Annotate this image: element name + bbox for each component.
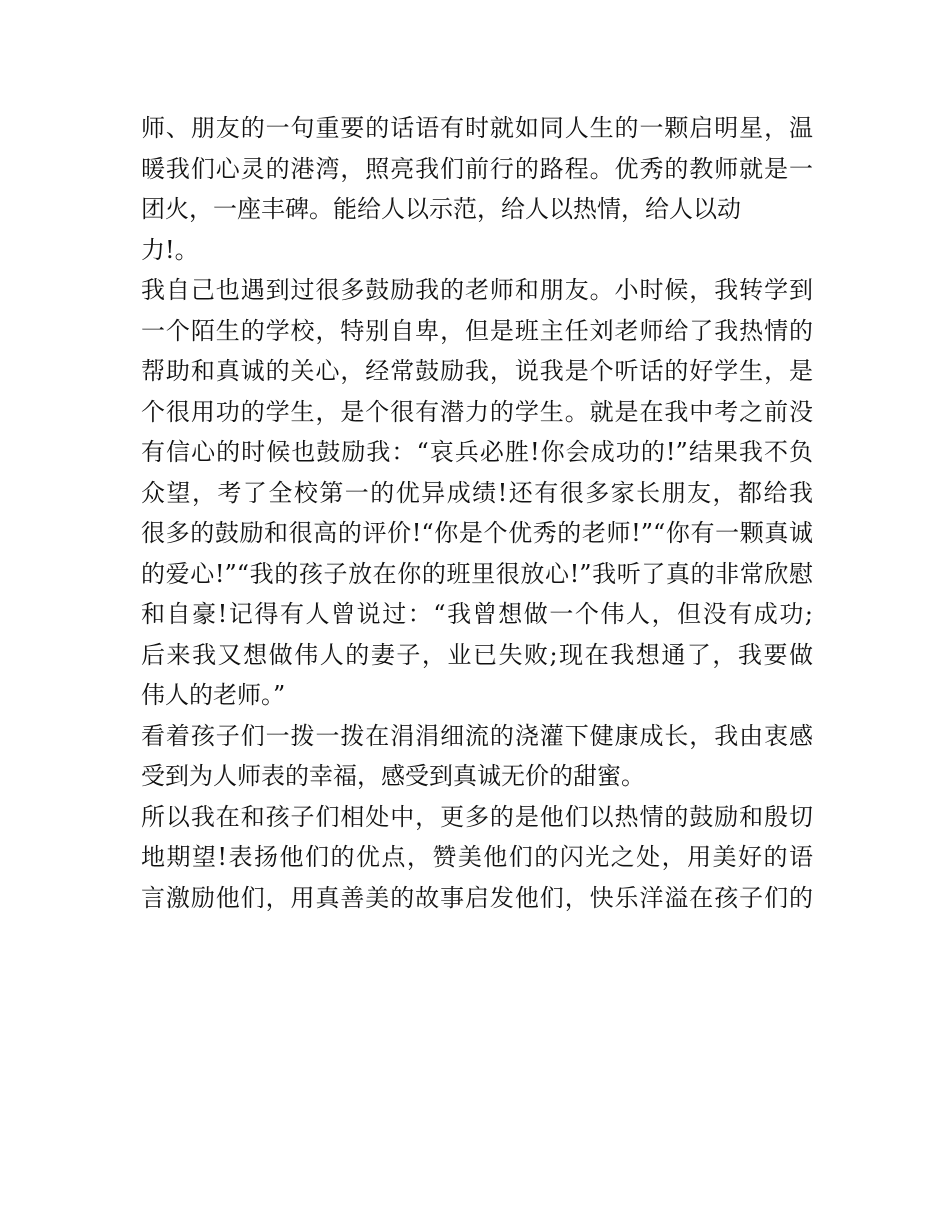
text-line: 暖我们心灵的港湾，照亮我们前行的路程。优秀的教师就是一 [141, 154, 813, 183]
text-line: 和自豪!记得有人曾说过：“我曾想做一个伟人，但没有成功; [141, 600, 813, 628]
text-line: 有信心的时候也鼓励我：“哀兵必胜!你会成功的!”结果我不负 [141, 438, 813, 466]
text-line: 受到为人师表的幸福，感受到真诚无价的甜蜜。 [141, 762, 645, 790]
text-line: 言激励他们，用真善美的故事启发他们，快乐洋溢在孩子们的 [141, 883, 813, 912]
text-line: 力!。 [141, 235, 199, 264]
text-line: 很多的鼓励和很高的评价!“你是个优秀的老师!”“你有一颗真诚 [141, 519, 813, 547]
text-line: 帮助和真诚的关心，经常鼓励我，说我是个听话的好学生，是 [141, 357, 813, 385]
paragraph-3 [141, 716, 813, 797]
text-line: 师、朋友的一句重要的话语有时就如同人生的一颗启明星，温 [141, 114, 813, 142]
paragraph-1 [141, 108, 813, 270]
text-line: 的爱心!”“我的孩子放在你的班里很放心!”我听了真的非常欣慰 [141, 559, 813, 588]
text-line: 一个陌生的学校，特别自卑，但是班主任刘老师给了我热情的 [141, 316, 813, 345]
text-line: 地期望!表扬他们的优点，赞美他们的闪光之处，用美好的语 [141, 843, 813, 871]
paragraph-4 [141, 797, 813, 919]
paragraph-2 [141, 270, 813, 716]
text-line: 后来我又想做伟人的妻子，业已失败;现在我想通了，我要做 [141, 640, 813, 669]
text-line: 伟人的老师。” [141, 681, 286, 709]
text-line: 我自己也遇到过很多鼓励我的老师和朋友。小时候，我转学到 [141, 276, 813, 304]
text-line: 众望，考了全校第一的优异成绩!还有很多家长朋友，都给我 [141, 478, 813, 507]
text-line: 看着孩子们一拨一拨在涓涓细流的浇灌下健康成长，我由衷感 [141, 721, 813, 750]
body-text [141, 108, 813, 918]
text-line: 团火，一座丰碑。能给人以示范，给人以热情，给人以动 [141, 195, 741, 223]
text-line: 个很用功的学生，是个很有潜力的学生。就是在我中考之前没 [141, 397, 813, 426]
text-line: 所以我在和孩子们相处中，更多的是他们以热情的鼓励和殷切 [141, 802, 813, 831]
